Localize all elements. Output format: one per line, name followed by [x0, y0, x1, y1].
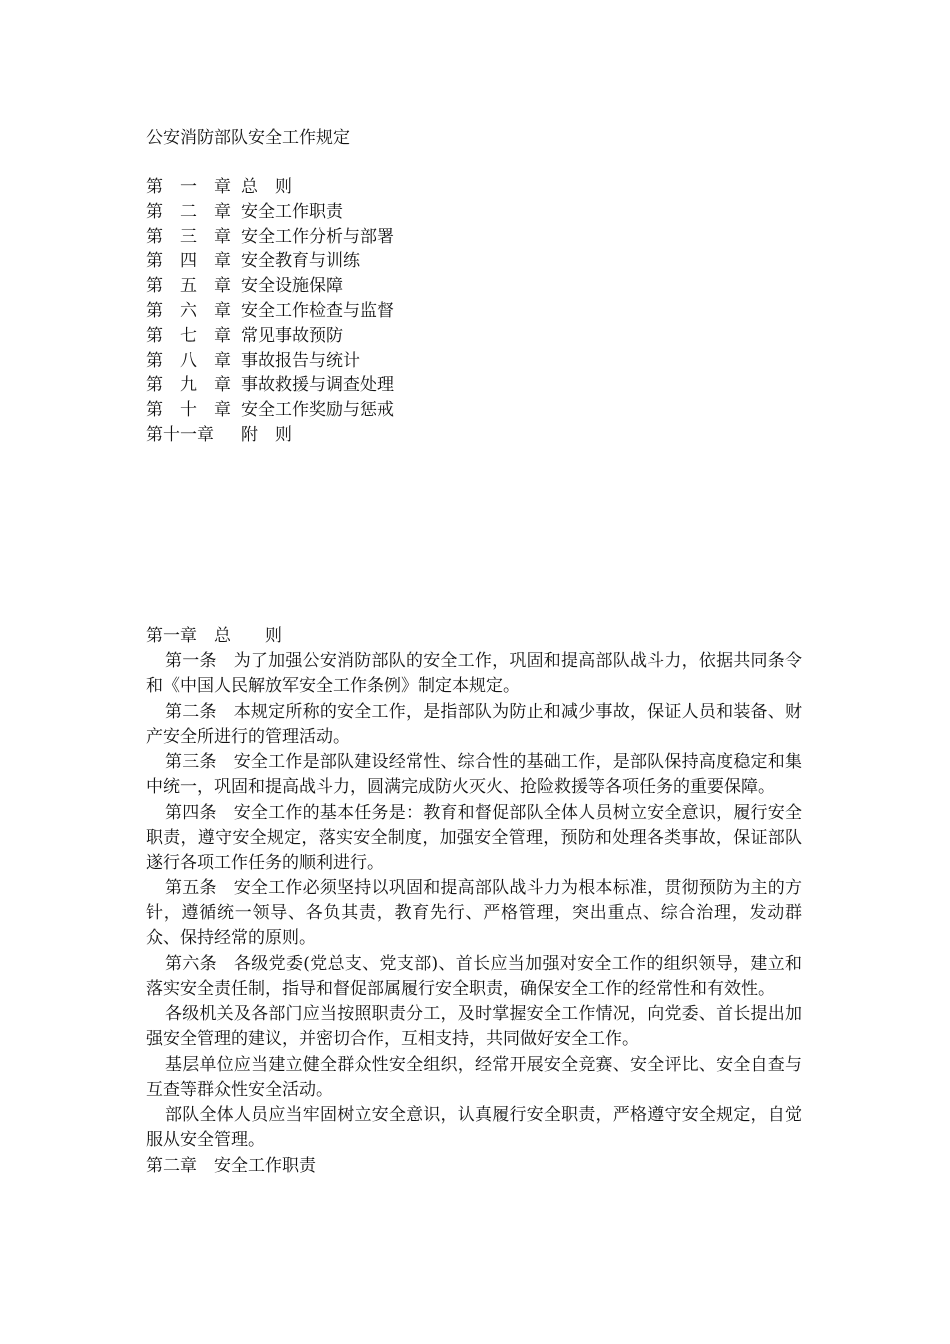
article-text: 安全工作的基本任务是：教育和督促部队全体人员树立安全意识，履行安全职责，遵守安全规定，落实安全制度，加强安全管理，预防和处理各类事故，保证部队遂行各项工作任务的顺利进行。 [146, 802, 803, 873]
toc-chapter-number: 第 五 章 [146, 276, 231, 297]
toc-chapter-number: 第 六 章 [146, 300, 231, 321]
toc-chapter-number: 第 一 章 [146, 177, 231, 197]
toc-item [146, 349, 566, 374]
toc-chapter-title: 安全设施保障 [241, 276, 343, 297]
toc-chapter-number: 第 八 章 [146, 350, 231, 371]
article-text: 各级党委(党总支、党支部)、首长应当加强对安全工作的组织领导，建立和落实安全责任制，指导和督促部属履行安全职责，确保安全工作的经常性和有效性。 [146, 953, 803, 999]
article-text: 部队全体人员应当牢固树立安全意识，认真履行安全职责，严格遵守安全规定，自觉服从安全管理。 [146, 1105, 802, 1150]
toc-item [146, 249, 566, 274]
article-paragraph [146, 952, 802, 1002]
toc-chapter-title: 事故救援与调查处理 [241, 375, 394, 396]
article-text: 各级机关及各部门应当按照职责分工，及时掌握安全工作情况，向党委、首长提出加强安全管理的建议，并密切合作，互相支持，共同做好安全工作。 [146, 1004, 802, 1049]
chapter-heading: 第二章 安全工作职责 [146, 1155, 316, 1176]
article-text: 安全工作必须坚持以巩固和提高部队战斗力为根本标准，贯彻预防为主的方针，遵循统一领导、各负其责，教育先行、严格管理，突出重点、综合治理，发动群众、保持经常的原则。 [146, 878, 803, 948]
article-number: 第五条 [165, 878, 217, 898]
article-text: 安全工作是部队建设经常性、综合性的基础工作，是部队保持高度稳定和集中统一，巩固和提高战斗力，圆满完成防火灭火、抢险救援等各项任务的重要保障。 [146, 752, 803, 797]
toc-chapter-number: 第十一章 [146, 424, 214, 445]
toc-item [146, 423, 566, 448]
toc-chapter-number: 第 十 章 [146, 400, 231, 421]
article-paragraph [146, 1103, 802, 1153]
article-number: 第二条 [165, 701, 217, 722]
toc-item [146, 324, 566, 349]
article-text: 为了加强公安消防部队的安全工作，巩固和提高部队战斗力，依据共同条令和《中国人民解放军安全工作条例》制定本规定。 [146, 651, 803, 696]
article-paragraph [146, 1053, 802, 1103]
article-text: 基层单位应当建立健全群众性安全组织，经常开展安全竞赛、安全评比、安全自查与互查等群众性安全活动。 [146, 1054, 802, 1100]
toc-chapter-number: 第 二 章 [146, 201, 231, 222]
toc-chapter-title: 安全工作奖励与惩戒 [241, 400, 394, 421]
article-number: 第六条 [165, 953, 217, 974]
article-number: 第一条 [165, 651, 217, 671]
toc-chapter-title: 附 则 [241, 424, 292, 445]
article-paragraph [146, 801, 802, 876]
toc-chapter-title: 安全教育与训练 [241, 251, 360, 272]
toc-chapter-title: 常见事故预防 [241, 325, 343, 346]
toc-chapter-title: 安全工作职责 [241, 201, 343, 222]
toc-chapter-number: 第 四 章 [146, 251, 231, 272]
article-paragraph [146, 700, 802, 750]
toc-chapter-number: 第 九 章 [146, 375, 231, 396]
article-paragraph [146, 876, 802, 951]
document-title: 公安消防部队安全工作规定 [146, 128, 350, 148]
toc-chapter-number: 第 七 章 [146, 325, 231, 346]
toc-chapter-title: 事故报告与统计 [241, 350, 360, 371]
article-paragraph [146, 1002, 802, 1052]
toc-item [146, 299, 566, 324]
article-paragraph [146, 649, 802, 699]
toc-chapter-title: 总 则 [241, 177, 292, 197]
document-body [146, 624, 802, 1179]
article-number: 第四条 [165, 802, 217, 823]
toc-item [146, 175, 566, 200]
toc-item [146, 398, 566, 423]
toc-item [146, 274, 566, 299]
toc-chapter-title: 安全工作检查与监督 [241, 300, 394, 321]
toc-item [146, 200, 566, 225]
article-text: 本规定所称的安全工作，是指部队为防止和减少事故，保证人员和装备、财产安全所进行的管理活动。 [146, 701, 803, 747]
toc-chapter-number: 第 三 章 [146, 226, 231, 247]
table-of-contents [146, 175, 566, 448]
chapter-heading: 第一章 总 则 [146, 626, 282, 646]
article-paragraph [146, 750, 802, 800]
article-number: 第三条 [165, 752, 217, 772]
toc-item [146, 225, 566, 250]
toc-item [146, 373, 566, 398]
toc-chapter-title: 安全工作分析与部署 [241, 226, 394, 247]
